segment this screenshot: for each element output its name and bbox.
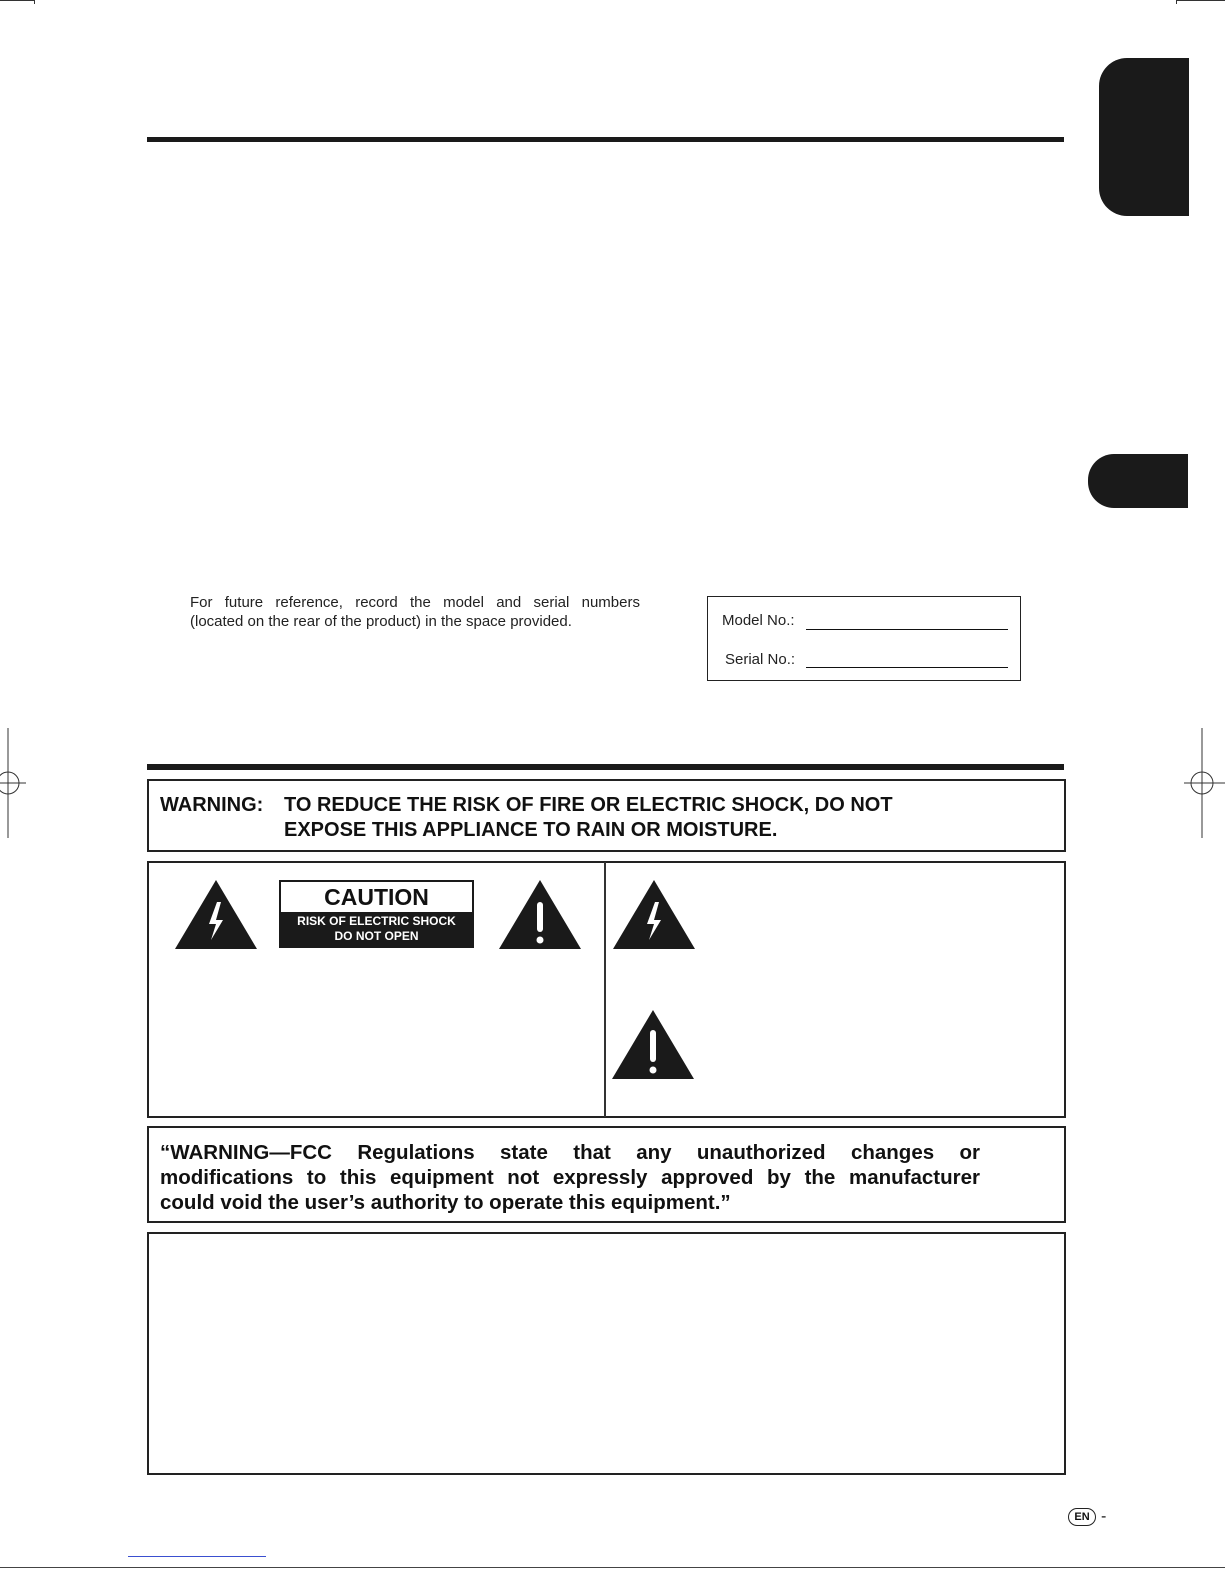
serial-field-line[interactable] xyxy=(806,667,1008,668)
lightning-triangle-icon xyxy=(175,880,257,950)
warning-line2: EXPOSE THIS APPLIANCE TO RAIN OR MOISTURE. xyxy=(284,819,778,841)
bottom-trim-line xyxy=(0,1567,1225,1568)
exclamation-triangle-icon xyxy=(499,880,581,950)
side-tab-top xyxy=(1099,58,1189,216)
lightning-triangle-icon-explained xyxy=(613,880,695,950)
crop-mark-top-left-v xyxy=(34,0,35,4)
notice-box xyxy=(147,1232,1066,1475)
crop-mark-top-right-h xyxy=(1176,0,1225,1)
side-tab-middle xyxy=(1088,454,1188,508)
serial-label: Serial No.: xyxy=(725,651,796,668)
exclamation-triangle-icon-explained xyxy=(612,1010,694,1080)
warning-label: WARNING: xyxy=(160,794,264,816)
fcc-warning-text xyxy=(160,1140,980,1215)
warning-text xyxy=(160,793,893,843)
link-underline xyxy=(128,1556,266,1557)
fcc-line3: could void the user’s authority to operate this equipment.” xyxy=(160,1191,731,1214)
fcc-line1: “WARNING—FCC Regulations state that any unauthorized changes or xyxy=(160,1141,980,1164)
model-label: Model No.: xyxy=(722,612,795,629)
record-box xyxy=(707,596,1021,681)
caution-subtitle xyxy=(279,914,474,944)
section-rule xyxy=(147,764,1064,770)
page-number-dash: - xyxy=(1101,1508,1107,1525)
model-field-line[interactable] xyxy=(806,629,1008,630)
top-rule xyxy=(147,137,1064,142)
caution-box-divider xyxy=(604,862,606,1117)
language-badge: EN xyxy=(1068,1508,1096,1526)
caution-badge xyxy=(279,880,474,948)
registration-mark-right xyxy=(1180,728,1225,838)
warning-line1: TO REDUCE THE RISK OF FIRE OR ELECTRIC SHOCK, DO NOT xyxy=(284,794,893,816)
record-instruction xyxy=(190,593,640,631)
caution-line1: RISK OF ELECTRIC SHOCK xyxy=(297,914,456,928)
caution-line2: DO NOT OPEN xyxy=(334,929,419,943)
crop-mark-top-left xyxy=(0,0,34,1)
record-instruction-line2: (located on the rear of the product) in the space provided. xyxy=(190,613,572,630)
registration-mark-left xyxy=(0,728,30,838)
fcc-line2: modifications to this equipment not expressly approved by the manufacturer xyxy=(160,1166,980,1189)
record-instruction-line1: For future reference, record the model and serial numbers xyxy=(190,594,640,611)
caution-title: CAUTION xyxy=(281,882,472,912)
